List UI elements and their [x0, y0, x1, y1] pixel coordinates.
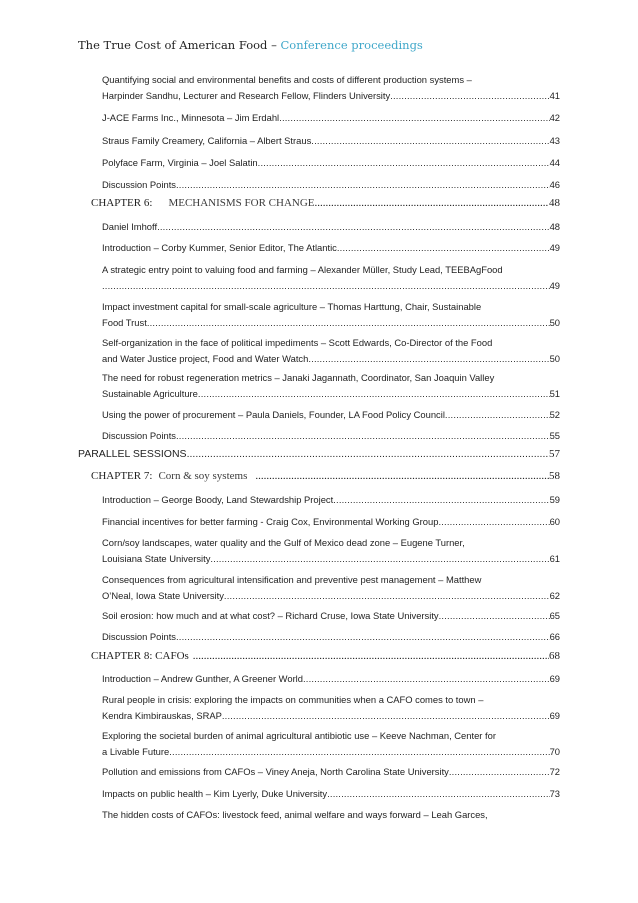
toc-entry-title-cont: Harpinder Sandhu, Lecturer and Research Fellow, Flinders University	[102, 89, 391, 101]
toc-page-number: 65	[549, 610, 560, 621]
toc-page-number: 52	[549, 409, 560, 420]
toc-page-number: 66	[549, 631, 560, 642]
chapter-number: CHAPTER 7:	[91, 470, 153, 482]
toc-entry[interactable]	[102, 299, 560, 330]
toc-entry-title-cont: Sustainable Agriculture	[102, 387, 198, 399]
toc-page-number: 49	[549, 279, 560, 291]
toc-entry[interactable]	[102, 514, 560, 530]
toc-entry-title: Rural people in crisis: exploring the impacts on communities when a CAFO comes to town –	[102, 694, 484, 705]
toc-page-number: 41	[549, 89, 560, 101]
toc-entry[interactable]	[102, 608, 560, 624]
toc-page-number: 60	[549, 516, 560, 527]
toc-entry[interactable]	[102, 728, 560, 759]
toc-entry-title: A strategic entry point to valuing food and farming – Alexander Müller, Study Lead, TEEBAgFood	[102, 264, 503, 275]
toc-entry-title: Discussion Points	[102, 430, 176, 441]
toc-entry[interactable]	[102, 155, 560, 171]
toc-page-number: 55	[549, 430, 560, 441]
toc-entry[interactable]	[102, 133, 560, 149]
toc-entry[interactable]	[102, 407, 560, 423]
toc-entry[interactable]	[102, 671, 560, 687]
toc-entry-title: Discussion Points	[102, 631, 176, 642]
toc-chapter-7[interactable]	[91, 468, 560, 484]
toc-page-number: 62	[549, 589, 560, 601]
toc-entry[interactable]	[102, 177, 560, 193]
toc-part-parallel-sessions[interactable]	[78, 446, 560, 462]
chapter-title: Corn & soy systems	[158, 470, 248, 482]
toc-entry-title: Exploring the societal burden of animal agricultural antibiotic use – Keeve Nachman, Center for	[102, 730, 496, 741]
toc-entry[interactable]	[102, 240, 560, 256]
header-title: The True Cost of American Food	[78, 38, 268, 52]
toc-entry[interactable]	[102, 786, 560, 802]
toc-entry-title-cont: a Livable Future	[102, 745, 170, 757]
toc-entry-title: Impacts on public health – Kim Lyerly, Duke University	[102, 788, 328, 799]
toc-entry-title: Quantifying social and environmental benefits and costs of different production systems –	[102, 74, 472, 85]
toc-entry-title: Impact investment capital for small-scale agriculture – Thomas Harttung, Chair, Sustainable	[102, 301, 482, 312]
toc-entry[interactable]	[102, 335, 560, 366]
toc-entry-title-cont: and Water Justice project, Food and Water Watch	[102, 352, 309, 364]
toc-entry-title: Straus Family Creamery, California – Albert Straus	[102, 135, 312, 146]
toc-page-number: 50	[549, 352, 560, 364]
toc-entry-title: J-ACE Farms Inc., Minnesota – Jim Erdahl	[102, 112, 280, 123]
toc-entry-title: The hidden costs of CAFOs: livestock feed, animal welfare and ways forward – Leah Garces,	[102, 809, 488, 820]
toc-entry-title: Financial incentives for better farming - Craig Cox, Environmental Working Group	[102, 516, 439, 527]
toc-entry-title: Polyface Farm, Virginia – Joel Salatin	[102, 157, 258, 168]
toc-page-number: 57	[549, 448, 560, 460]
toc-page-number: 51	[549, 387, 560, 399]
toc-chapter-6[interactable]	[91, 195, 560, 211]
part-title: PARALLEL SESSIONS	[78, 448, 187, 460]
toc-entry[interactable]	[102, 370, 560, 401]
toc-entry[interactable]	[102, 572, 560, 603]
toc-entry[interactable]	[102, 72, 560, 103]
toc-page-number: 49	[549, 242, 560, 253]
toc-entry-title-cont: Food Trust	[102, 316, 147, 328]
running-header	[78, 38, 423, 52]
toc-chapter-8[interactable]	[91, 648, 560, 664]
toc-entry-title: Pollution and emissions from CAFOs – Viney Aneja, North Carolina State University	[102, 766, 449, 777]
toc-entry-title: Introduction – George Boody, Land Stewardship Project	[102, 494, 334, 505]
toc-entry[interactable]	[102, 535, 560, 566]
toc-entry[interactable]	[102, 110, 560, 126]
toc-entry-title: Consequences from agricultural intensification and preventive pest management – Matthew	[102, 574, 482, 585]
toc-entry-title-cont: Kendra Kimbirauskas, SRAP	[102, 709, 222, 721]
toc-entry-title: Using the power of procurement – Paula Daniels, Founder, LA Food Policy Council	[102, 409, 445, 420]
toc-page-number: 70	[549, 745, 560, 757]
toc-entry-title: The need for robust regeneration metrics – Janaki Jagannath, Coordinator, San Joaquin Valley	[102, 372, 495, 383]
toc-entry-title: Self-organization in the face of political impediments – Scott Edwards, Co-Director of the Food	[102, 337, 493, 348]
toc-page-number: 69	[549, 673, 560, 684]
toc-entry[interactable]	[102, 262, 560, 293]
toc-entry[interactable]	[102, 692, 560, 723]
toc-entry-title: Corn/soy landscapes, water quality and the Gulf of Mexico dead zone – Eugene Turner,	[102, 537, 465, 548]
toc-page-number: 58	[549, 470, 560, 482]
toc-page-number: 73	[549, 788, 560, 799]
toc-page-number: 43	[549, 135, 560, 146]
toc-page-number: 59	[549, 494, 560, 505]
toc-entry[interactable]	[102, 629, 560, 645]
toc-page-number: 42	[549, 112, 560, 123]
toc-page-number: 68	[549, 650, 560, 662]
chapter-number: CHAPTER 8: CAFOs	[91, 650, 189, 662]
toc-entry[interactable]	[102, 807, 560, 823]
chapter-title: MECHANISMS FOR CHANGE	[168, 197, 315, 209]
toc-entry-title: Introduction – Andrew Gunther, A Greener World	[102, 673, 303, 684]
header-separator: –	[267, 38, 281, 52]
toc-page-number: 46	[549, 179, 560, 190]
toc-entry[interactable]	[102, 492, 560, 508]
toc-entry[interactable]	[102, 428, 560, 444]
toc-entry-title: Soil erosion: how much and at what cost? – Richard Cruse, Iowa State University	[102, 610, 439, 621]
toc-entry[interactable]	[102, 219, 560, 235]
header-subtitle: Conference proceedings	[280, 38, 423, 52]
toc-entry-title: Introduction – Corby Kummer, Senior Editor, The Atlantic	[102, 242, 337, 253]
toc-page-number: 69	[549, 709, 560, 721]
toc-entry-title: Discussion Points	[102, 179, 176, 190]
toc-page-number: 50	[549, 316, 560, 328]
toc-page-number: 72	[549, 766, 560, 777]
toc-entry-title-cont: O’Neal, Iowa State University	[102, 589, 224, 601]
toc-page-number: 48	[549, 197, 560, 209]
toc-page-number: 61	[549, 552, 560, 564]
toc-entry[interactable]	[102, 764, 560, 780]
chapter-number: CHAPTER 6:	[91, 197, 153, 209]
toc-entry-title-cont: Louisiana State University	[102, 552, 211, 564]
toc-entry-title: Daniel Imhoff	[102, 221, 158, 232]
toc-page-number: 44	[549, 157, 560, 168]
toc-page-number: 48	[549, 221, 560, 232]
